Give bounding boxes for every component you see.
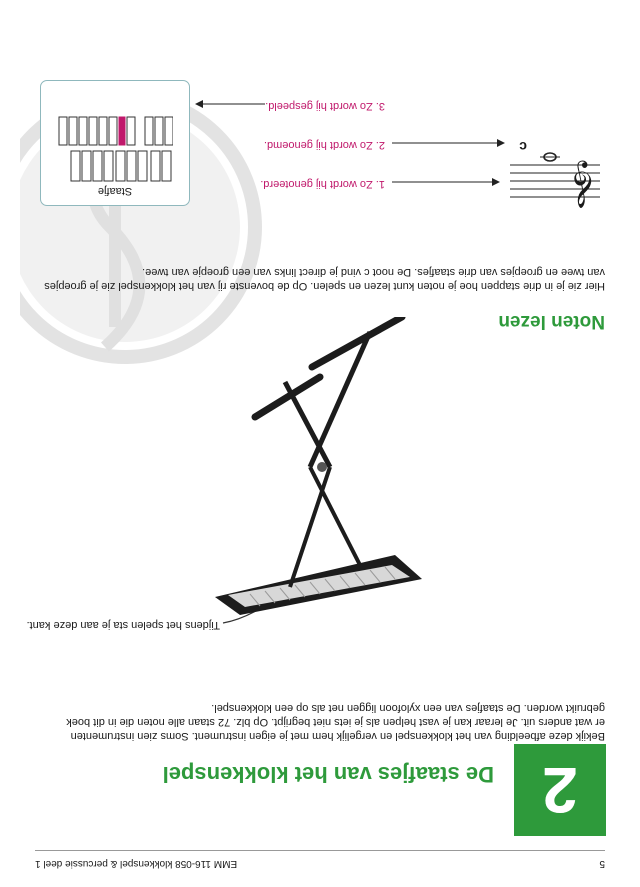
arrow-step-2 (390, 138, 505, 148)
header-rule (35, 850, 605, 851)
intro-paragraph (30, 701, 605, 743)
staafje-box (40, 80, 190, 206)
section-line-1: Hier zie je in drie stappen hoe je noten kunt lezen en spelen. Op de bovenste rij van het klokkenspel zie je groepjes (44, 280, 605, 292)
step-3-label: 3. Zo wordt hij gespeeld. (265, 100, 385, 112)
highlighted-staafje (119, 117, 125, 145)
step-2-label: 2. Zo wordt hij genoemd. (263, 139, 385, 151)
section-title: Noten lezen (498, 311, 605, 332)
staafjes-keys-diagram (57, 91, 173, 183)
section-paragraph (30, 265, 605, 293)
chapter-number-box: 2 (514, 744, 606, 836)
intro-line-3: gebruikt worden. De staafjes van een xylofoon liggen net als op een klokkenspel. (211, 702, 605, 714)
arrow-step-3 (195, 99, 265, 109)
note-name: c (519, 139, 527, 155)
staafje-label: Staafje (97, 185, 133, 197)
step-1-label: 1. Zo wordt hij genoteerd. (260, 178, 385, 190)
page-number: 5 (599, 858, 605, 869)
treble-clef-icon: 𝄞 (572, 162, 596, 208)
glockenspiel-illustration (200, 317, 440, 617)
chapter-title: De staafjes van het klokkenspel (162, 762, 494, 787)
intro-line-2: er wat anders uit. Je leraar kan je vast helpen als je iets niet begrijpt. Op blz. 72 staan alle noten die in dit boek (66, 716, 605, 728)
intro-line-1: Bekijk deze afbeelding van het klokkenspel en vergelijk hem met je eigen instrument. Soms zien instrumenten (70, 730, 605, 742)
section-line-2: van twee en groepjes van drie staafjes. De noot c vind je direct links van een groepje van twee. (142, 266, 605, 278)
running-header: EMM 116-058 klokkenspel & percussie deel 1 (35, 858, 238, 869)
image-caption: Tijdens het spelen sta je aan deze kant. (26, 619, 220, 631)
arrow-step-1 (390, 177, 500, 187)
